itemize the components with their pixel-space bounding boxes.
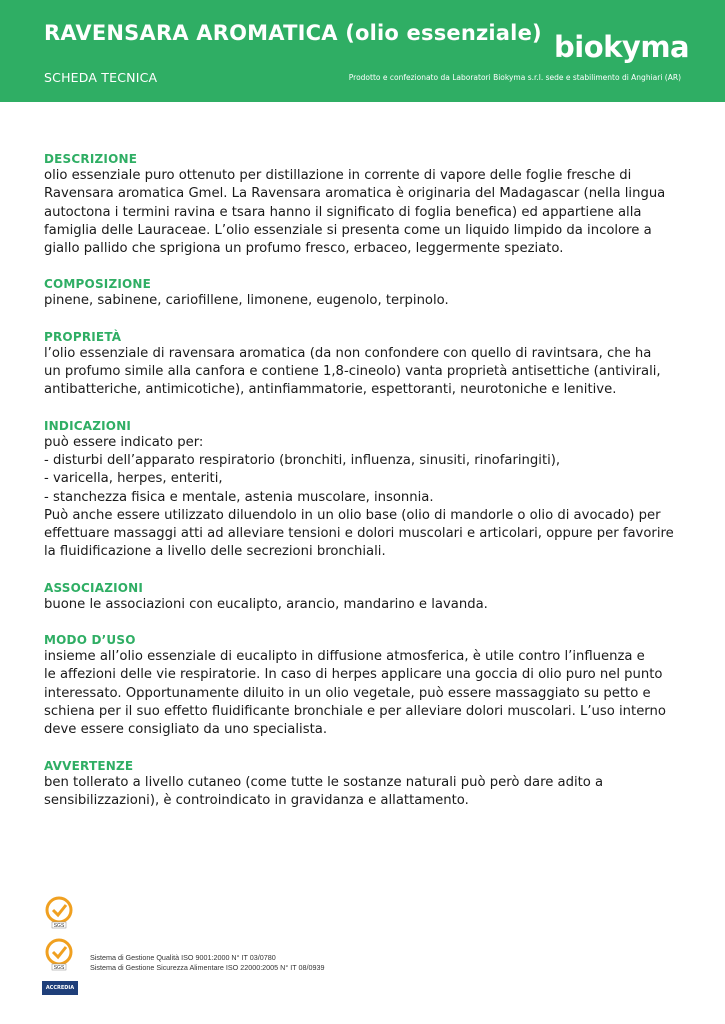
text-line: - stanchezza fisica e mentale, astenia muscolare, insonnia. [44,489,434,505]
sgs-label: SGS [53,923,65,929]
text-line: giallo pallido che sprigiona un profumo fresco, erbaceo, leggermente speziato. [44,241,564,257]
text-line: schiena per il suo effetto fluidificante bronchiale e per alleviare dolori muscolari. L’uso interno [44,703,666,719]
certification-text [90,953,324,972]
text-line: effettuare massaggi atti ad alleviare tensioni e dolori muscolari e articolari, oppure per favorire [44,526,674,542]
section-avvertenze [44,758,674,811]
sgs-label: SGS [53,965,65,971]
text-line: sensibilizzazioni), è controindicato in gravidanza e allattamento. [44,792,469,808]
text-line: interessato. Opportunamente diluito in un olio vegetale, può essere massaggiato su petto e [44,685,651,701]
text-line: un profumo simile alla canfora e contiene 1,8-cineolo) vanta proprietà antisettiche (antivirali, [44,364,661,380]
section-title: MODO D’USO [44,633,136,648]
section-title: ASSOCIAZIONI [44,580,144,595]
text-line: deve essere consigliato da uno specialista. [44,722,328,738]
biokyma-logo: biokyma [554,30,690,64]
text-line: buone le associazioni con eucalipto, arancio, mandarino e lavanda. [44,596,488,612]
cert-line-quality: Sistema di Gestione Qualità ISO 9001:2000 N° IT 03/0780 [90,953,276,962]
section-title: PROPRIETÀ [44,329,122,344]
text-line: l’olio essenziale di ravensara aromatica (da non confondere con quello di ravintsara, che ha [44,345,652,361]
section-indicazioni [44,418,674,562]
section-associazioni [44,580,674,614]
producer-note: Prodotto e confezionato da Laboratori Biokyma s.r.l. sede e stabilimento di Anghiari (AR) [348,73,681,82]
text-line: Ravensara aromatica Gmel. La Ravensara aromatica è originaria del Madagascar (nella lingua [44,186,666,202]
text-line: pinene, sabinene, cariofillene, limonene, eugenolo, terpinolo. [44,293,449,309]
text-line: la fluidificazione a livello delle secrezioni bronchiali. [44,544,386,560]
text-line: famiglia delle Lauraceae. L’olio essenziale si presenta come un liquido limpido da incolore a [44,222,652,238]
cert-line-food-safety: Sistema di Gestione Sicurezza Alimentare ISO 22000:2005 N° IT 08/0939 [90,962,325,972]
document-type: SCHEDA TECNICA [44,70,158,85]
section-composizione [44,276,674,310]
text-line: le affezioni delle vie respiratorie. In caso di herpes applicare una goccia di olio puro nel punto [44,667,663,683]
text-line: - disturbi dell’apparato respiratorio (bronchiti, influenza, sinusiti, rinofaringiti), [44,452,561,468]
section-title: INDICAZIONI [44,418,132,433]
header-banner [0,0,725,102]
text-line: può essere indicato per: [44,434,204,450]
section-descrizione [44,151,674,258]
sgs-quality-badge-icon [42,895,76,929]
text-line: olio essenziale puro ottenuto per distillazione in corrente di vapore delle foglie fresche di [44,168,632,183]
sgs-food-safety-badge-icon [42,937,76,971]
content [44,151,674,828]
text-line: - varicella, herpes, enteriti, [44,471,223,487]
section-title: DESCRIZIONE [44,152,138,166]
text-line: ben tollerato a livello cutaneo (come tutte le sostanze naturali può però dare adito a [44,774,604,790]
section-title: COMPOSIZIONE [44,277,152,292]
text-line: Può anche essere utilizzato diluendolo in un olio base (olio di mandorle o olio di avocado) per [44,507,661,523]
section-title: AVVERTENZE [44,758,134,773]
section-modo-uso [44,632,674,739]
page-title: RAVENSARA AROMATICA (olio essenziale) [44,21,542,45]
certification-badges [42,895,78,995]
section-proprieta [44,329,674,400]
text-line: autoctona i termini ravina e tsara hanno il significato di foglia benefica) ed appartiene alla [44,204,642,220]
text-line: insieme all’olio essenziale di eucalipto in diffusione atmosferica, è utile contro l’influenza e [44,649,645,665]
accredia-logo: ACCREDIA [42,981,78,995]
text-line: antibatteriche, antimicotiche), antinfiammatorie, espettoranti, neurotoniche e lenitive. [44,382,617,398]
